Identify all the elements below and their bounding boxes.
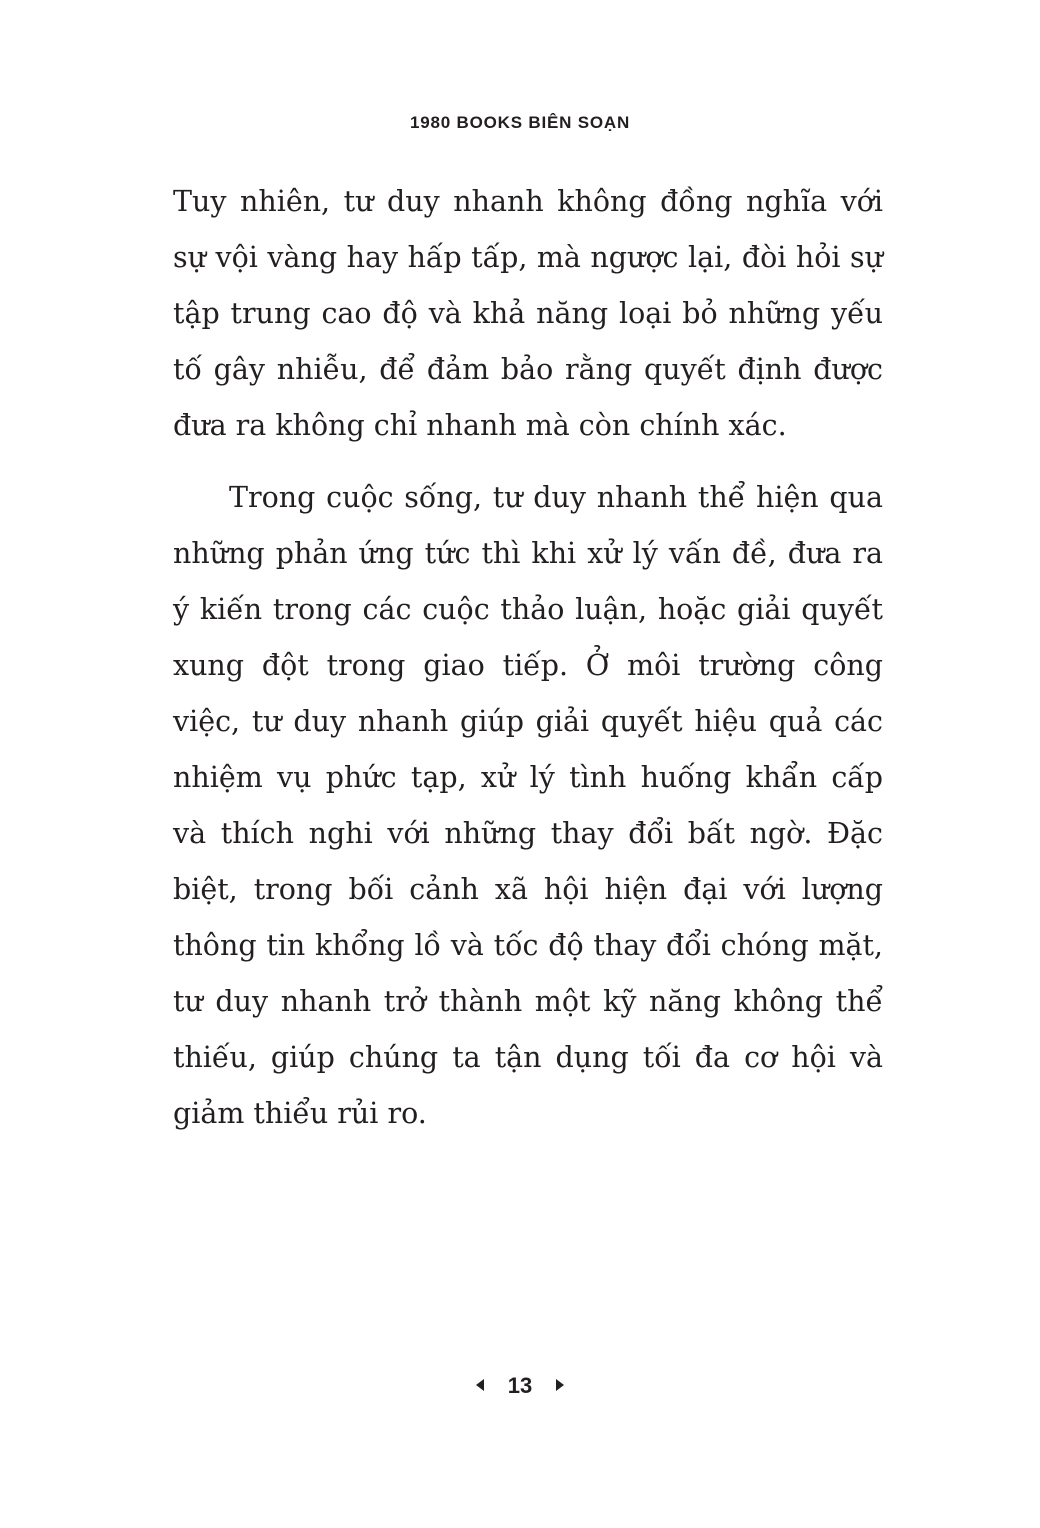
triangle-left-icon	[476, 1379, 484, 1391]
text-line: và thích nghi với những thay đổi bất ngờ. Đặc	[173, 817, 883, 850]
text-line: xung đột trong giao tiếp. Ở môi trường công	[173, 649, 883, 682]
text-line: thiếu, giúp chúng ta tận dụng tối đa cơ hội và	[173, 1041, 883, 1074]
text-line: việc, tư duy nhanh giúp giải quyết hiệu quả các	[173, 705, 883, 738]
text-line: Trong cuộc sống, tư duy nhanh thể hiện qua	[229, 481, 883, 514]
text-line: tố gây nhiễu, để đảm bảo rằng quyết định được	[173, 353, 883, 386]
text-line: tập trung cao độ và khả năng loại bỏ những yếu	[173, 297, 883, 330]
text-line: những phản ứng tức thì khi xử lý vấn đề, đưa ra	[173, 537, 883, 570]
triangle-right-icon	[556, 1379, 564, 1391]
text-line: ý kiến trong các cuộc thảo luận, hoặc giải quyết	[173, 593, 883, 626]
text-line: sự vội vàng hay hấp tấp, mà ngược lại, đòi hỏi sự	[173, 241, 883, 274]
text-line: nhiệm vụ phức tạp, xử lý tình huống khẩn cấp	[173, 761, 883, 794]
text-line: giảm thiểu rủi ro.	[173, 1097, 427, 1130]
page-number: 13	[507, 1373, 533, 1398]
text-line: tư duy nhanh trở thành một kỹ năng không thể	[173, 985, 883, 1018]
text-line: Tuy nhiên, tư duy nhanh không đồng nghĩa với	[173, 185, 883, 218]
paragraph-spacer	[173, 454, 883, 470]
text-line: biệt, trong bối cảnh xã hội hiện đại với lượng	[173, 873, 883, 906]
paragraph-1	[173, 174, 883, 454]
text-line: thông tin khổng lồ và tốc độ thay đổi chóng mặt,	[173, 929, 883, 962]
running-header: 1980 BOOKS BIÊN SOẠN	[409, 113, 631, 132]
page-number-footer	[0, 1373, 1040, 1399]
body-text	[173, 174, 883, 1142]
paragraph-2	[173, 470, 883, 1142]
text-line: đưa ra không chỉ nhanh mà còn chính xác.	[173, 409, 787, 442]
